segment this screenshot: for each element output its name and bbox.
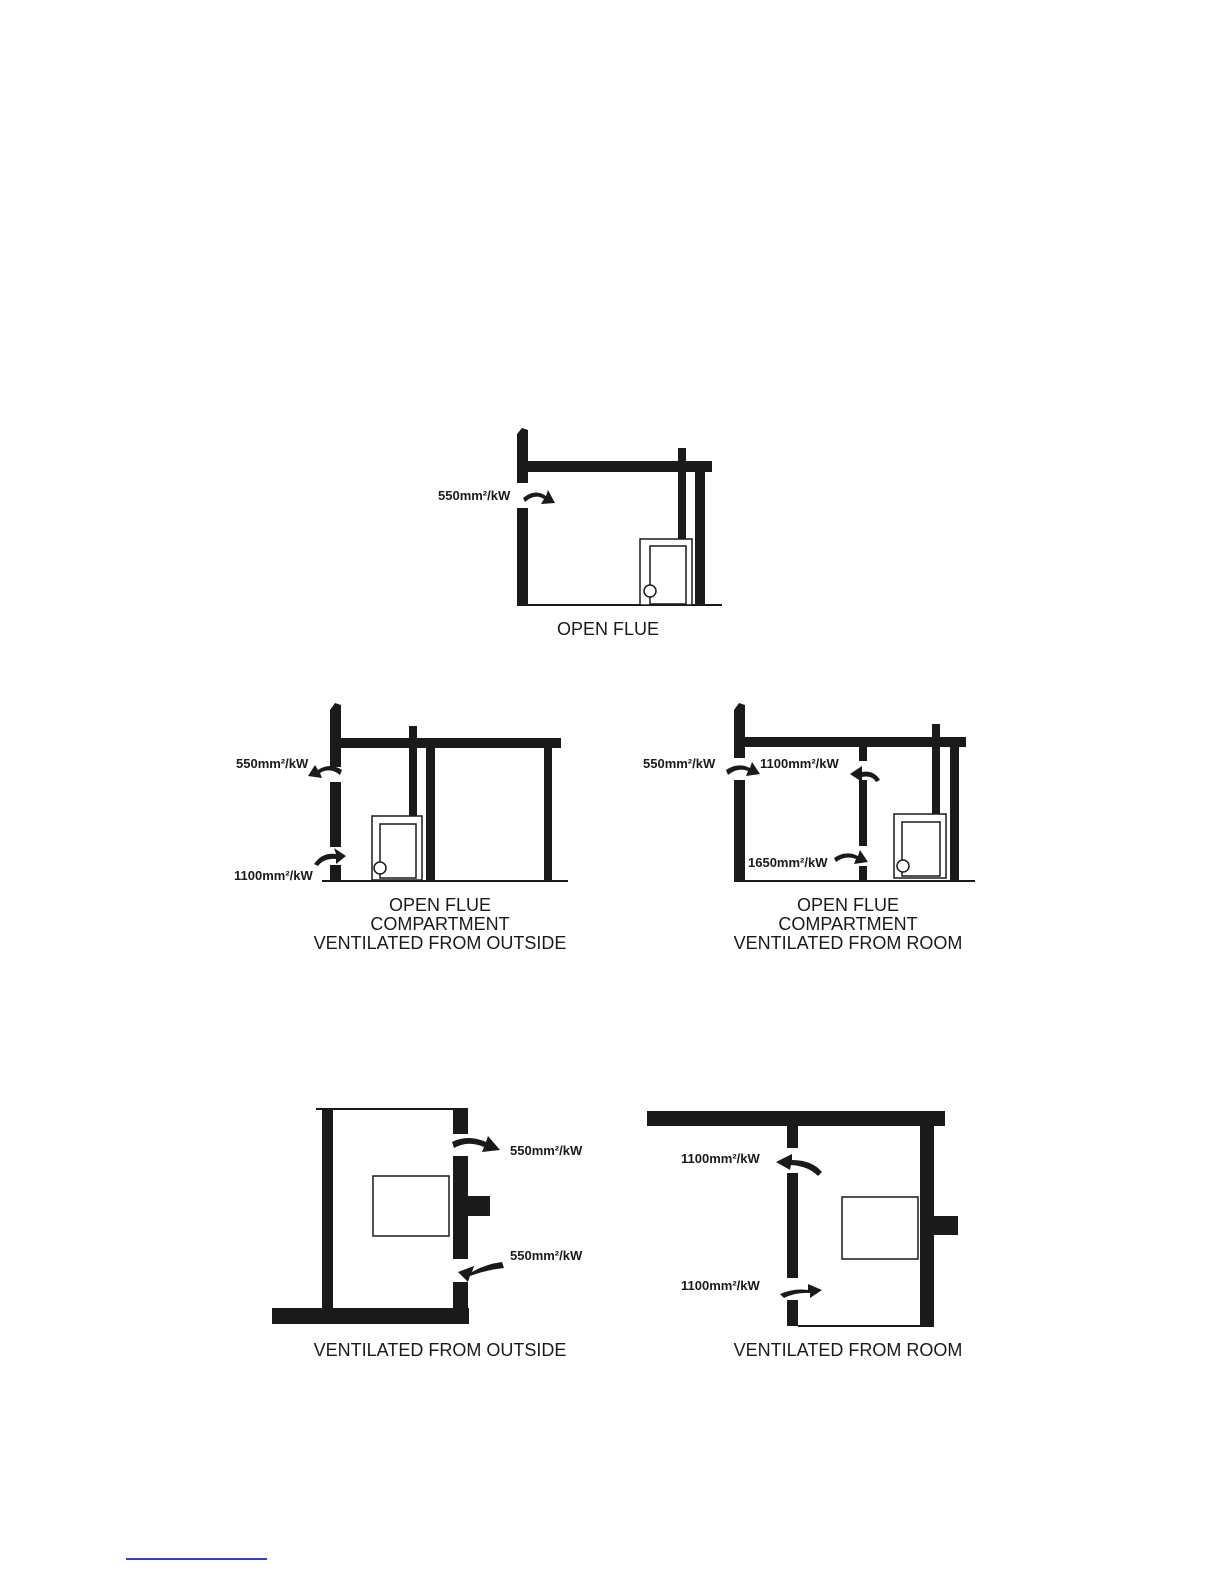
vent-label-top: 550mm²/kW	[438, 488, 511, 503]
right-wall-top	[453, 1109, 468, 1134]
vent-arrow-outer	[726, 762, 760, 776]
diagram-compartment-room	[643, 703, 975, 953]
vent-label-outer: 550mm²/kW	[643, 756, 716, 771]
inner-wall-mid	[859, 780, 867, 846]
caption-line-2: COMPARTMENT	[370, 914, 510, 934]
floor	[272, 1308, 469, 1324]
right-wall-bottom	[453, 1282, 468, 1312]
flue-pipe	[678, 448, 686, 540]
caption-line-3: VENTILATED FROM ROOM	[733, 933, 963, 953]
vent-label-top: 1100mm²/kW	[681, 1151, 760, 1166]
flue-pipe	[409, 726, 417, 818]
caption-line-2: COMPARTMENT	[778, 914, 918, 934]
flue-terminal	[468, 1196, 490, 1216]
vent-label-bottom: 1100mm²/kW	[681, 1278, 760, 1293]
vent-label-bottom: 550mm²/kW	[510, 1248, 583, 1263]
boiler-unit	[372, 816, 422, 880]
vent-arrow-bottom	[780, 1284, 822, 1298]
vent-arrow-bottom	[314, 848, 346, 866]
outer-wall	[920, 1126, 934, 1326]
vent-label-top: 550mm²/kW	[510, 1143, 583, 1158]
outer-wall-top	[517, 428, 528, 483]
compartment-wall	[426, 748, 435, 882]
far-wall	[544, 748, 552, 882]
side-wall	[950, 747, 959, 882]
vent-arrow	[523, 490, 555, 504]
diagram-compartment-outside	[234, 703, 568, 953]
vent-arrow-top	[452, 1136, 500, 1152]
diagram-sealed-outside	[272, 1109, 583, 1360]
diagram-sealed-room	[647, 1111, 962, 1360]
vent-arrow-bottom	[458, 1262, 504, 1282]
inner-wall-bottom	[859, 866, 867, 882]
vent-label-inner-bottom: 1650mm²/kW	[748, 855, 828, 870]
diagram-open-flue	[438, 428, 722, 639]
left-wall	[322, 1109, 333, 1308]
boiler-unit	[842, 1197, 918, 1259]
caption-line-1: OPEN FLUE	[796, 895, 900, 915]
side-wall	[695, 472, 705, 606]
vent-label-inner-top: 1100mm²/kW	[760, 756, 839, 771]
divider-wall-bottom	[787, 1300, 798, 1326]
caption-line-1: OPEN FLUE	[556, 619, 660, 639]
divider-wall-top	[787, 1126, 798, 1148]
caption-line-1: VENTILATED FROM OUTSIDE	[313, 1340, 567, 1360]
vent-label-top: 550mm²/kW	[236, 756, 309, 771]
inner-wall-top	[859, 747, 867, 761]
caption-line-1: VENTILATED FROM ROOM	[733, 1340, 963, 1360]
ceiling	[341, 738, 561, 748]
vent-arrow-inner-top	[850, 766, 880, 782]
outer-wall-mid	[330, 782, 341, 847]
vent-arrow-inner-bottom	[834, 850, 868, 864]
outer-wall-bottom	[734, 780, 745, 882]
divider-wall-mid	[787, 1173, 798, 1278]
boiler-unit	[373, 1176, 449, 1236]
footer-rule	[126, 1558, 267, 1560]
vent-label-bottom: 1100mm²/kW	[234, 868, 313, 883]
outer-wall-bottom	[330, 865, 341, 882]
outer-wall-bottom	[517, 508, 528, 606]
outer-wall-top	[734, 703, 745, 758]
boiler-unit	[894, 814, 946, 878]
ceiling	[647, 1111, 945, 1126]
caption-line-3: VENTILATED FROM OUTSIDE	[313, 933, 567, 953]
outer-wall-top	[330, 703, 341, 767]
flue-terminal	[934, 1216, 958, 1235]
flue-pipe	[932, 724, 940, 816]
boiler-unit	[640, 539, 692, 605]
caption-line-1: OPEN FLUE	[388, 895, 492, 915]
right-wall-mid	[453, 1156, 468, 1259]
vent-arrow-top	[776, 1154, 822, 1176]
